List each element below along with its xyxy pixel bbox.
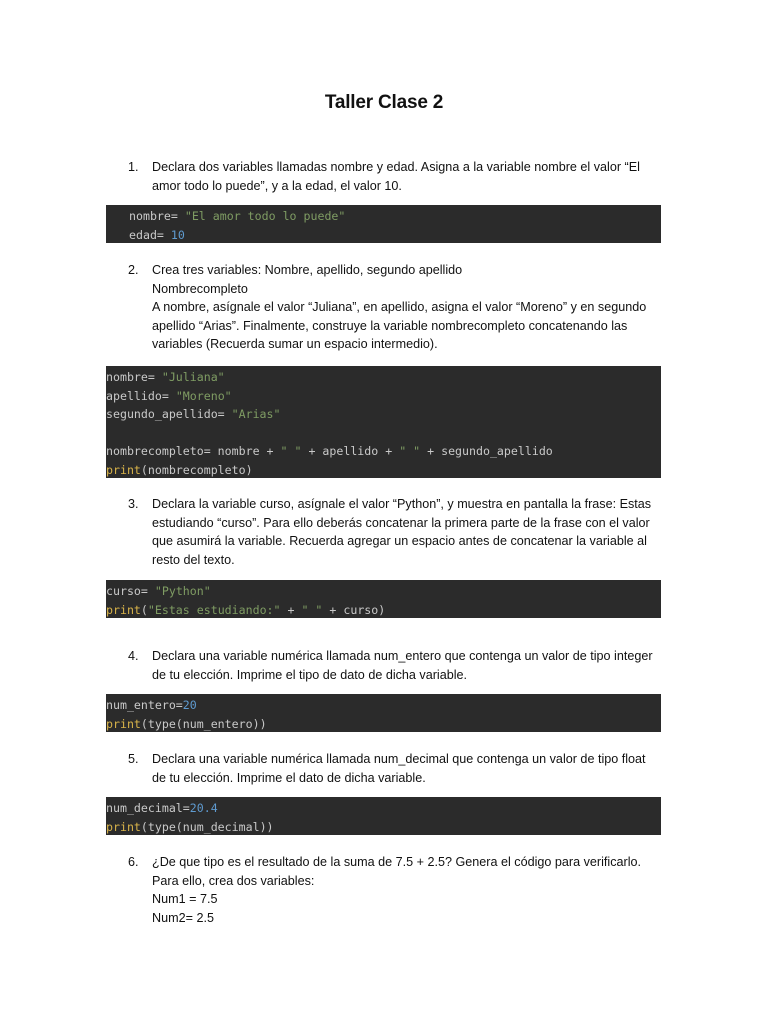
text-line: Num1 = 7.5	[152, 892, 218, 907]
exercise-text	[152, 495, 668, 569]
exercise-4	[128, 647, 668, 684]
code-string: "Python"	[154, 584, 211, 598]
text-line: Nombrecompleto	[152, 281, 248, 296]
code-block-3	[106, 580, 661, 618]
code-text: edad=	[129, 227, 171, 242]
code-string: " "	[280, 444, 302, 459]
exercise-number: 5.	[128, 752, 139, 766]
code-keyword: print	[106, 602, 141, 617]
code-line	[129, 226, 661, 245]
text-line: Num2= 2.5	[152, 910, 214, 925]
text-line: Para ello, crea dos variables:	[152, 873, 315, 888]
code-line	[106, 696, 661, 715]
code-line	[106, 461, 661, 480]
exercise-1	[128, 158, 668, 195]
code-string: "Arias"	[231, 407, 281, 422]
code-text: + apellido +	[301, 444, 400, 459]
code-text: +	[280, 602, 302, 617]
code-string: "Juliana"	[161, 370, 225, 384]
code-string: "Estas estudiando:"	[147, 602, 281, 617]
code-line	[106, 405, 661, 424]
code-block-4	[106, 694, 661, 732]
text-line: que asumirá la variable. Recuerda agregar un espacio antes de concatenar la variable al	[152, 534, 647, 549]
exercise-6	[128, 853, 668, 927]
code-text: nombre=	[129, 209, 185, 223]
code-line	[106, 799, 661, 818]
code-text: (type(num_entero))	[140, 716, 267, 731]
code-block-2	[106, 366, 661, 478]
code-line	[106, 387, 661, 406]
exercise-number: 3.	[128, 497, 139, 511]
code-text: nombrecompleto= nombre +	[106, 444, 281, 459]
exercise-text	[152, 647, 668, 684]
exercise-text	[152, 158, 668, 195]
text-line: variables (Recuerda sumar un espacio intermedio).	[152, 337, 438, 352]
text-line: Crea tres variables: Nombre, apellido, segundo apellido	[152, 263, 463, 277]
code-line	[106, 715, 661, 734]
code-keyword: print	[106, 716, 141, 731]
text-line: Declara una variable numérica llamada num_entero que contenga un valor de tipo integer	[152, 649, 653, 663]
text-line: de tu elección. Imprime el dato de dicha variable.	[152, 770, 426, 785]
page-title: Taller Clase 2	[324, 92, 444, 113]
text-line: amor todo lo puede”, y a la edad, el valor 10.	[152, 178, 402, 193]
exercise-number: 1.	[128, 160, 139, 174]
text-line: estudiando “curso”. Para ello deberás concatenar la primera parte de la frase con el valor	[152, 515, 650, 530]
code-text: num_entero=	[106, 698, 183, 712]
text-line: de tu elección. Imprime el tipo de dato de dicha variable.	[152, 667, 468, 682]
code-text: (	[140, 602, 148, 617]
exercise-number: 4.	[128, 649, 139, 663]
code-keyword: print	[106, 819, 141, 834]
text-line: Declara una variable numérica llamada num_decimal que contenga un valor de tipo float	[152, 752, 646, 766]
code-line	[106, 368, 661, 387]
exercise-2	[128, 261, 668, 354]
code-string: " "	[399, 444, 421, 459]
text-line: resto del texto.	[152, 552, 235, 567]
code-block-1	[106, 205, 661, 243]
code-number: 20.4	[189, 801, 218, 815]
code-line	[106, 601, 661, 620]
code-string: " "	[301, 602, 323, 617]
code-number: 10	[170, 227, 185, 242]
code-text: apellido=	[106, 388, 176, 403]
text-line: ¿De que tipo es el resultado de la suma de 7.5 + 2.5? Genera el código para verificarlo.	[152, 855, 641, 869]
exercise-number: 6.	[128, 855, 139, 869]
exercise-5	[128, 750, 668, 787]
code-number: 20	[182, 698, 197, 712]
code-text: nombre=	[106, 370, 162, 384]
exercise-number: 2.	[128, 263, 139, 277]
exercise-text	[152, 750, 668, 787]
code-block-5	[106, 797, 661, 835]
code-text: curso=	[106, 584, 155, 598]
text-line: Declara dos variables llamadas nombre y edad. Asigna a la variable nombre el valor “El	[152, 160, 640, 174]
text-line: Declara la variable curso, asígnale el valor “Python”, y muestra en pantalla la frase: Estas	[152, 497, 652, 511]
text-line: A nombre, asígnale el valor “Juliana”, en apellido, asigna el valor “Moreno” y en segundo	[152, 300, 647, 315]
code-line	[106, 818, 661, 837]
code-line	[106, 582, 661, 601]
code-string: "Moreno"	[175, 388, 232, 403]
exercise-text	[152, 853, 668, 927]
code-text: (nombrecompleto)	[140, 462, 253, 477]
code-line	[129, 207, 661, 226]
code-blank-line	[106, 424, 661, 443]
code-text: (type(num_decimal))	[140, 819, 274, 834]
code-line	[106, 442, 661, 461]
code-text: + segundo_apellido	[420, 444, 553, 459]
text-line: apellido “Arias”. Finalmente, construye la variable nombrecompleto concatenando las	[152, 318, 628, 333]
code-text: num_decimal=	[106, 801, 190, 815]
code-text: segundo_apellido=	[106, 407, 232, 422]
exercise-3	[128, 495, 668, 569]
code-string: "El amor todo lo puede"	[184, 209, 346, 223]
exercise-text	[152, 261, 668, 354]
code-keyword: print	[106, 462, 141, 477]
code-text: + curso)	[322, 602, 386, 617]
